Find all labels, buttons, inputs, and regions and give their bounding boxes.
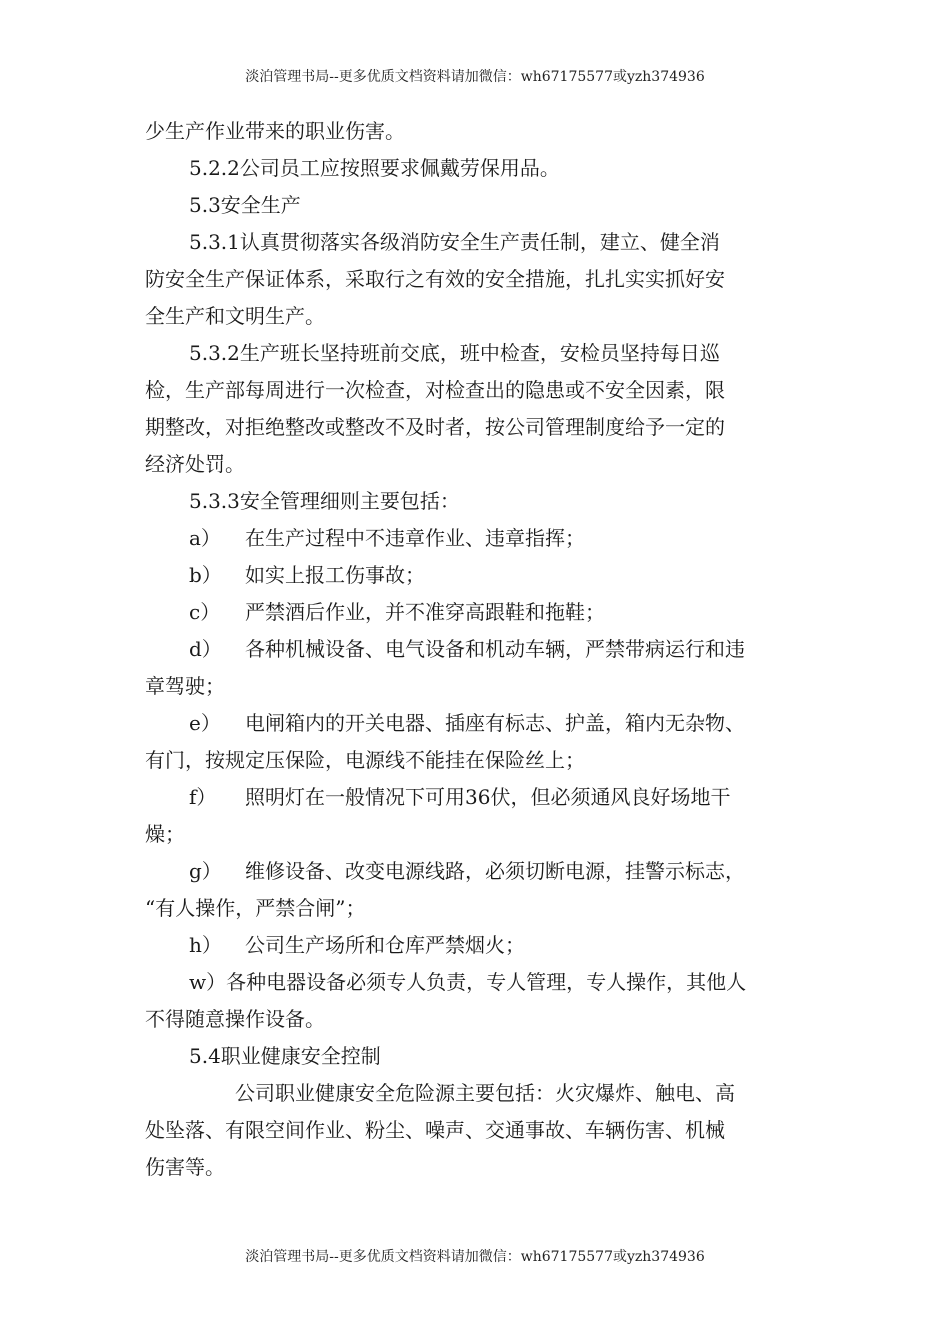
list-text: 各种机械设备、电气设备和机动车辆，严禁带病运行和违 xyxy=(245,637,745,661)
list-text: 在生产过程中不违章作业、违章指挥； xyxy=(245,526,585,550)
section-5-3-3: 5.3.3安全管理细则主要包括： xyxy=(189,489,460,513)
section-heading-5-4: 5.4职业健康安全控制 xyxy=(189,1044,381,1068)
list-marker: b） xyxy=(189,563,222,587)
list-item-w-cont: 不得随意操作设备。 xyxy=(145,1007,325,1031)
section-heading-5-3: 5.3安全生产 xyxy=(189,193,301,217)
list-marker: e） xyxy=(189,711,221,735)
list-marker: f） xyxy=(189,785,217,809)
page-footer: 淡泊管理书局--更多优质文档资料请加微信：wh67175577或yzh374936 xyxy=(245,1249,705,1265)
section-5-3-1: 5.3.1认真贯彻落实各级消防安全生产责任制，建立、健全消 xyxy=(189,230,720,254)
list-item-d xyxy=(145,631,805,668)
list-item-g xyxy=(145,853,805,890)
list-item-w: w）各种电器设备必须专人负责，专人管理，专人操作，其他人 xyxy=(189,970,747,994)
section-5-3-2: 5.3.2生产班长坚持班前交底，班中检查，安检员坚持每日巡 xyxy=(189,341,720,365)
list-marker: a） xyxy=(189,526,221,550)
list-marker: c） xyxy=(189,600,221,624)
hazard-paragraph: 公司职业健康安全危险源主要包括：火灾爆炸、触电、高 xyxy=(235,1081,735,1105)
page-header: 淡泊管理书局--更多优质文档资料请加微信：wh67175577或yzh374936 xyxy=(245,69,705,85)
body-line: 处坠落、有限空间作业、粉尘、噪声、交通事故、车辆伤害、机械 xyxy=(145,1118,725,1142)
body-line: 检，生产部每周进行一次检查，对检查出的隐患或不安全因素，限 xyxy=(145,378,725,402)
section-5-2-2: 5.2.2公司员工应按照要求佩戴劳保用品。 xyxy=(189,156,560,180)
list-marker: g） xyxy=(189,859,222,883)
list-text: 维修设备、改变电源线路，必须切断电源，挂警示标志， xyxy=(245,859,745,883)
body-line: 经济处罚。 xyxy=(145,452,245,476)
list-text: 电闸箱内的开关电器、插座有标志、护盖，箱内无杂物、 xyxy=(245,711,745,735)
document-body xyxy=(145,113,805,1186)
body-line: 期整改，对拒绝整改或整改不及时者，按公司管理制度给予一定的 xyxy=(145,415,725,439)
list-marker: d） xyxy=(189,637,222,661)
list-item-b xyxy=(145,557,805,594)
body-line: 伤害等。 xyxy=(145,1155,225,1179)
list-item-f-cont: 燥； xyxy=(145,822,185,846)
list-text: 照明灯在一般情况下可用36伏，但必须通风良好场地干 xyxy=(245,785,731,809)
body-line: 全生产和文明生产。 xyxy=(145,304,325,328)
list-item-e xyxy=(145,705,805,742)
list-item-g-cont: “有人操作，严禁合闸”； xyxy=(145,896,366,920)
list-marker: h） xyxy=(189,933,222,957)
list-item-e-cont: 有门，按规定压保险，电源线不能挂在保险丝上； xyxy=(145,748,585,772)
list-text: 如实上报工伤事故； xyxy=(245,563,425,587)
list-text: 公司生产场所和仓库严禁烟火； xyxy=(245,933,525,957)
list-item-c xyxy=(145,594,805,631)
list-item-a xyxy=(145,520,805,557)
list-text: 严禁酒后作业，并不准穿高跟鞋和拖鞋； xyxy=(245,600,605,624)
body-line: 少生产作业带来的职业伤害。 xyxy=(145,119,405,143)
list-item-d-cont: 章驾驶； xyxy=(145,674,225,698)
body-line: 防安全生产保证体系，采取行之有效的安全措施，扎扎实实抓好安 xyxy=(145,267,725,291)
list-item-f xyxy=(145,779,805,816)
list-item-h xyxy=(145,927,805,964)
